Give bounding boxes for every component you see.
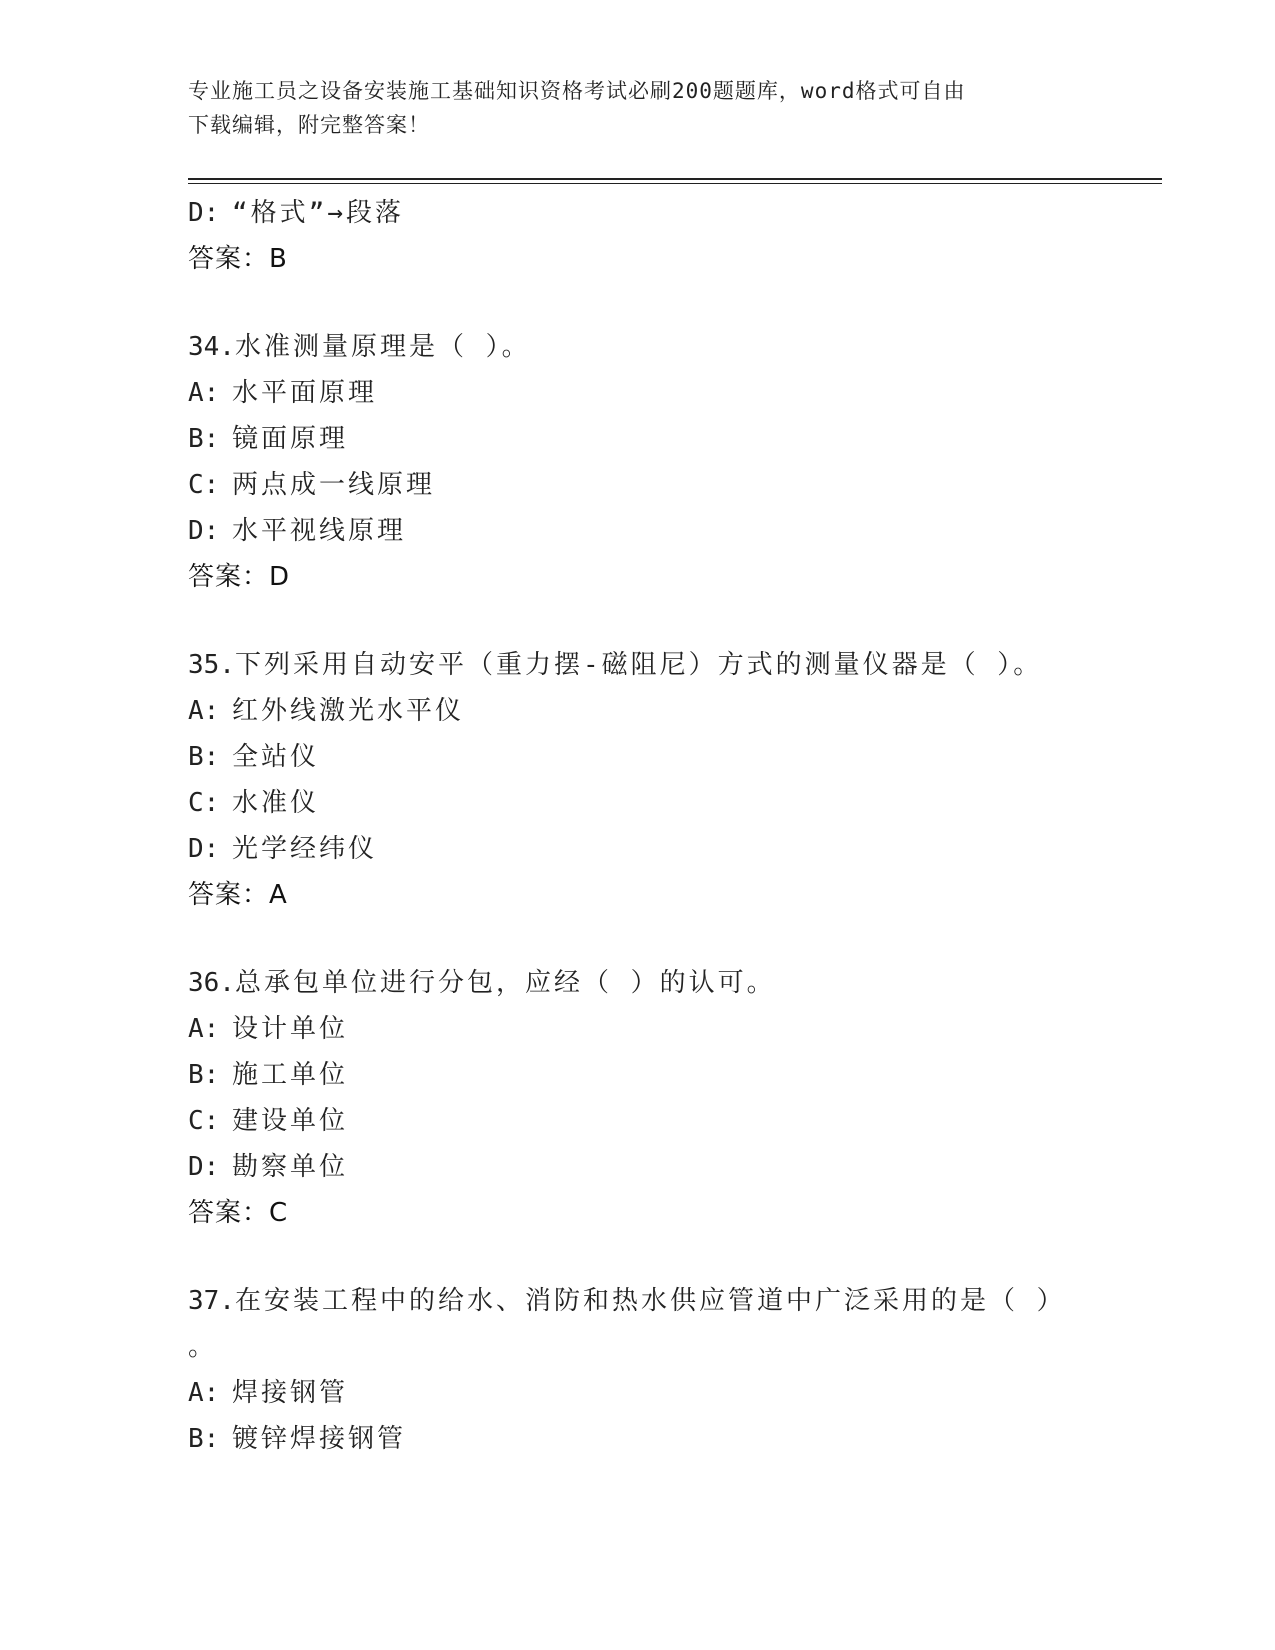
option-label: C: bbox=[188, 1106, 220, 1136]
option-label: D: bbox=[188, 198, 220, 228]
option-b bbox=[188, 734, 1162, 780]
option-text: “格式”→段落 bbox=[232, 198, 404, 228]
option-d bbox=[188, 1144, 1162, 1190]
option-label: B: bbox=[188, 1424, 220, 1454]
option-text: 镜面原理 bbox=[232, 424, 349, 454]
question-34 bbox=[188, 324, 1162, 600]
question-number: 35. bbox=[188, 650, 235, 680]
option-text: 焊接钢管 bbox=[232, 1378, 349, 1408]
answer: 答案：D bbox=[188, 562, 291, 592]
option-b bbox=[188, 1052, 1162, 1098]
option-label: D: bbox=[188, 834, 220, 864]
option-b bbox=[188, 416, 1162, 462]
option-b bbox=[188, 1416, 1162, 1462]
option-label: C: bbox=[188, 788, 220, 818]
option-label: C: bbox=[188, 470, 220, 500]
prev-answer: 答案：B bbox=[188, 244, 288, 274]
question-35 bbox=[188, 642, 1162, 918]
option-text: 全站仪 bbox=[232, 742, 320, 772]
option-label: D: bbox=[188, 1152, 220, 1182]
option-text: 两点成一线原理 bbox=[232, 470, 436, 500]
header-divider-thick bbox=[188, 178, 1162, 180]
question-number: 37. bbox=[188, 1286, 235, 1316]
question-stem bbox=[188, 642, 1162, 688]
option-text: 红外线激光水平仪 bbox=[232, 696, 465, 726]
option-text: 水平视线原理 bbox=[232, 516, 407, 546]
question-number: 36. bbox=[188, 968, 235, 998]
option-a bbox=[188, 688, 1162, 734]
option-a bbox=[188, 1006, 1162, 1052]
option-label: A: bbox=[188, 1014, 220, 1044]
option-d bbox=[188, 508, 1162, 554]
option-text: 水准仪 bbox=[232, 788, 320, 818]
question-stem bbox=[188, 1278, 1162, 1324]
header-divider-thin bbox=[188, 183, 1162, 184]
option-label: D: bbox=[188, 516, 220, 546]
option-label: A: bbox=[188, 696, 220, 726]
option-text: 镀锌焊接钢管 bbox=[232, 1424, 407, 1454]
option-a bbox=[188, 370, 1162, 416]
question-stem-continuation: 。 bbox=[188, 1332, 215, 1362]
option-label: B: bbox=[188, 1060, 220, 1090]
option-c bbox=[188, 780, 1162, 826]
header-line-1: 专业施工员之设备安装施工基础知识资格考试必刷200题题库，word格式可自由 bbox=[188, 79, 966, 103]
option-text: 水平面原理 bbox=[232, 378, 378, 408]
header-line-2: 下载编辑，附完整答案！ bbox=[188, 113, 430, 137]
option-c bbox=[188, 462, 1162, 508]
option-c bbox=[188, 1098, 1162, 1144]
option-text: 光学经纬仪 bbox=[232, 834, 378, 864]
option-label: B: bbox=[188, 742, 220, 772]
option-a bbox=[188, 1370, 1162, 1416]
option-text: 设计单位 bbox=[232, 1014, 349, 1044]
option-label: A: bbox=[188, 1378, 220, 1408]
question-stem bbox=[188, 960, 1162, 1006]
prev-option-d bbox=[188, 190, 1162, 236]
option-text: 建设单位 bbox=[232, 1106, 349, 1136]
answer: 答案：A bbox=[188, 880, 288, 910]
question-text: 总承包单位进行分包，应经（ ）的认可。 bbox=[234, 968, 776, 998]
option-label: A: bbox=[188, 378, 220, 408]
question-37 bbox=[188, 1278, 1162, 1462]
option-d bbox=[188, 826, 1162, 872]
question-number: 34. bbox=[188, 332, 235, 362]
question-text: 下列采用自动安平（重力摆-磁阻尼）方式的测量仪器是（ ）。 bbox=[234, 650, 1043, 680]
option-label: B: bbox=[188, 424, 220, 454]
option-text: 勘察单位 bbox=[232, 1152, 349, 1182]
document-header bbox=[188, 74, 1088, 142]
answer: 答案：C bbox=[188, 1198, 289, 1228]
question-stem bbox=[188, 324, 1162, 370]
option-text: 施工单位 bbox=[232, 1060, 349, 1090]
question-list bbox=[188, 190, 1162, 1462]
question-text: 水准测量原理是（ ）。 bbox=[234, 332, 531, 362]
question-36 bbox=[188, 960, 1162, 1236]
question-text: 在安装工程中的给水、消防和热水供应管道中广泛采用的是（ ） bbox=[234, 1286, 1066, 1316]
